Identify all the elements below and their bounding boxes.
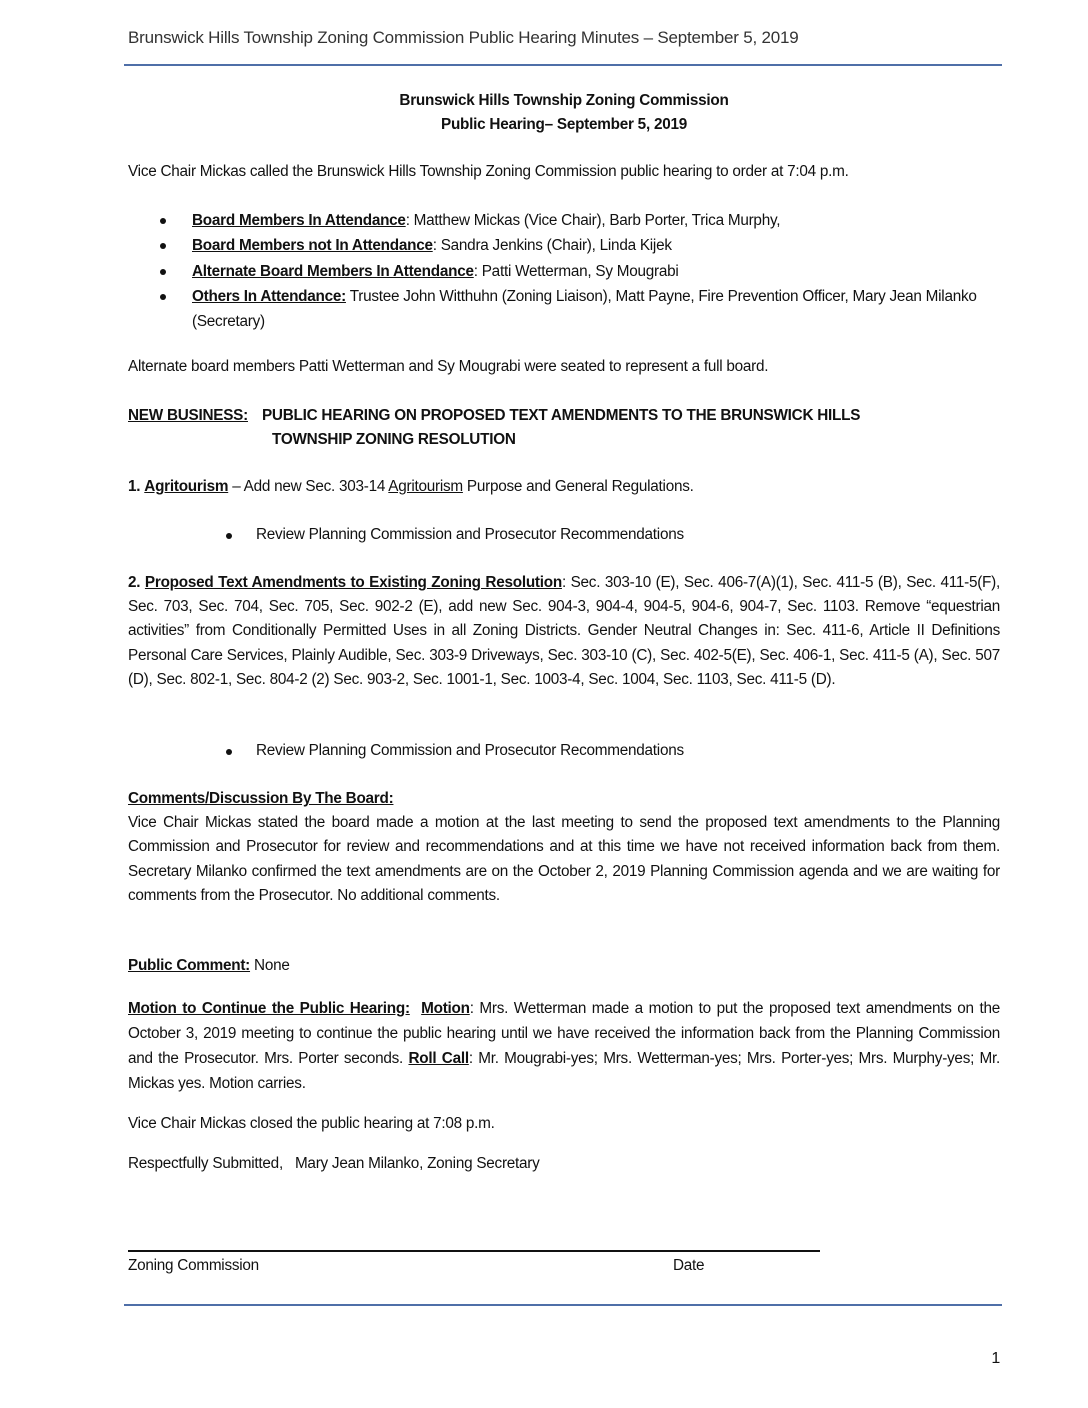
new-business-line-1: PUBLIC HEARING ON PROPOSED TEXT AMENDMENTS TO THE BRUNSWICK HILLS — [261, 407, 861, 424]
motion-text: : Mrs. Wetterman made a motion to put the proposed text amendments on the October 3, 2019 meeting to continue the public hearing until we have received the information back from the Planning Commission and the Prosecutor. Mrs. Porter seconds. — [128, 1000, 1000, 1067]
item-label: Agritourism — [144, 478, 229, 495]
public-comment — [128, 954, 1000, 978]
item-text: – Add new Sec. 303-14 — [228, 478, 389, 495]
attendance-label: Others In Attendance: — [192, 287, 346, 305]
attendance-item — [128, 208, 1000, 233]
item-text: Purpose and General Regulations. — [462, 478, 694, 495]
attendance-label: Board Members In Attendance — [192, 212, 406, 229]
title-line-1: Brunswick Hills Township Zoning Commission — [399, 92, 729, 109]
title-line-2: Public Hearing– September 5, 2019 — [441, 116, 687, 133]
attendance-item — [128, 233, 1000, 258]
comments-heading: Comments/Discussion By The Board: — [128, 790, 394, 807]
closed-paragraph: Vice Chair Mickas closed the public hearing at 7:08 p.m. — [128, 1115, 495, 1132]
signature-line — [128, 1250, 820, 1252]
motion-label: Motion to Continue the Public Hearing: — [128, 1000, 410, 1017]
attendance-text: : Matthew Mickas (Vice Chair), Barb Porter, Trica Murphy, — [405, 212, 781, 229]
motion-paragraph — [128, 996, 1000, 1096]
roll-call-text: : Mr. Mougrabi-yes; Mrs. Wetterman-yes; Mrs. Porter-yes; Mrs. Murphy-yes; Mr. Mickas yes. Motion carries. — [128, 1050, 1000, 1092]
public-comment-text: None — [250, 957, 290, 974]
new-business-heading — [128, 404, 1000, 452]
attendance-text: : Sandra Jenkins (Chair), Linda Kijek — [432, 237, 672, 255]
document-title — [128, 89, 1000, 137]
header-rule — [124, 64, 1002, 66]
footer-rule — [124, 1304, 1002, 1306]
new-business-line-2: TOWNSHIP ZONING RESOLUTION — [272, 431, 516, 449]
signature-label: Zoning Commission — [128, 1257, 259, 1274]
public-comment-label: Public Comment: — [128, 957, 251, 974]
item-number: 2. — [128, 574, 141, 591]
item-1-bullet: Review Planning Commission and Prosecutor Recommendations — [256, 523, 684, 547]
comments-section — [128, 787, 1000, 908]
date-label: Date — [673, 1257, 705, 1274]
attendance-text: Trustee John Witthuhn (Zoning Liaison), Matt Payne, Fire Prevention Officer, Mary Jean Milanko (Secretary) — [192, 287, 977, 331]
item-2 — [128, 571, 1000, 692]
submitted-paragraph: Respectfully Submitted, Mary Jean Milanko, Zoning Secretary — [128, 1155, 540, 1172]
new-business-label: NEW BUSINESS: — [128, 407, 248, 424]
seated-paragraph: Alternate board members Patti Wetterman and Sy Mougrabi were seated to represent a full board. — [128, 358, 769, 375]
item-2-bullet: Review Planning Commission and Prosecutor Recommendations — [256, 739, 684, 763]
attendance-list — [128, 208, 1000, 334]
comments-text: Vice Chair Mickas stated the board made a motion at the last meeting to send the proposed text amendments to the Planning Commission and Prosecutor for review and recommendations and at this time we have not received information back from them. Secretary Milanko confirmed the text amendments are on the October 2, 2019 Planning Commission agenda and we are waiting for comments from the Prosecutor. No additional comments. — [128, 814, 1000, 904]
attendance-item — [128, 259, 1000, 284]
attendance-item — [128, 284, 1000, 335]
running-header: Brunswick Hills Township Zoning Commission Public Hearing Minutes – September 5, 2019 — [128, 28, 799, 47]
item-label: Proposed Text Amendments to Existing Zoning Resolution — [144, 574, 562, 591]
attendance-label: Alternate Board Members In Attendance — [192, 262, 474, 280]
intro-paragraph: Vice Chair Mickas called the Brunswick Hills Township Zoning Commission public hearing to order at 7:04 p.m. — [128, 163, 849, 180]
item-text-underlined: Agritourism — [388, 478, 463, 495]
item-text: : Sec. 303-10 (E), Sec. 406-7(A)(1), Sec. 411-5 (B), Sec. 411-5(F), Sec. 703, Sec. 704, Sec. 705, Sec. 902-2 (E), add new Sec. 904-3, 904-4, 904-5, 904-6, 904-7, Sec. 1103. Remove “equestrian activities” from Conditionally Permitted Uses in all Zoning Districts. Gender Neutral Changes in: Sec. 411-6, Article II Definitions Personal Care Services, Plainly Audible, Sec. 303-9 Driveways, Sec. 303-10 (C), Sec. 402-5(E), Sec. 406-1, Sec. 411-5 (A), Sec. 507 (D), Sec. 802-1, Sec. 804-2 (2) Sec. 903-2, Sec. 1001-1, Sec. 1003-4, Sec. 1004, Sec. 1103, Sec. 411-5 (D). — [128, 574, 1000, 688]
page-number: 1 — [991, 1350, 1000, 1367]
attendance-label: Board Members not In Attendance — [192, 237, 433, 255]
roll-call-label: Roll Call — [408, 1050, 469, 1067]
motion-sublabel: Motion — [421, 1000, 470, 1017]
attendance-text: : Patti Wetterman, Sy Mougrabi — [473, 262, 679, 280]
item-1 — [128, 475, 1000, 499]
item-number: 1. — [128, 478, 141, 495]
